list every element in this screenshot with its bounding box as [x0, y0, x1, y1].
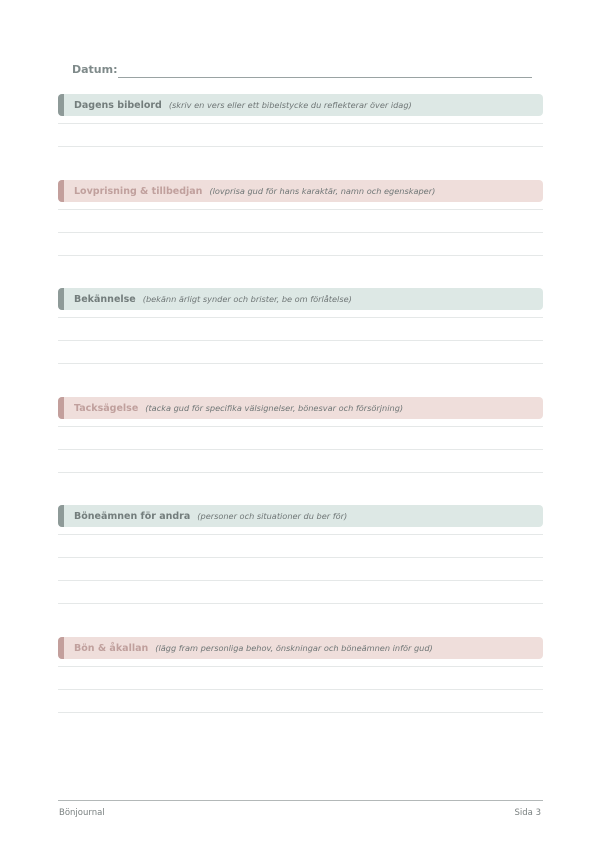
writing-line[interactable] — [58, 527, 543, 535]
section-header — [58, 288, 543, 310]
section-title: Bekännelse — [74, 293, 136, 305]
footer-journal-name: Bönjournal — [59, 808, 105, 818]
writing-line[interactable] — [58, 659, 543, 667]
writing-line[interactable] — [58, 667, 543, 690]
writing-line[interactable] — [58, 690, 543, 713]
date-row — [72, 62, 532, 80]
section-header — [58, 94, 543, 116]
writing-line[interactable] — [58, 318, 543, 341]
writing-line[interactable] — [58, 450, 543, 473]
section-title: Dagens bibelord — [74, 99, 162, 111]
section-bekannelse — [58, 288, 543, 364]
writing-line[interactable] — [58, 535, 543, 558]
section-header — [58, 397, 543, 419]
section-title: Lovprisning & tillbedjan — [74, 185, 203, 197]
date-field[interactable] — [118, 77, 532, 78]
section-lovprisning — [58, 180, 543, 256]
section-hint: (bekänn ärligt synder och brister, be om förlåtelse) — [142, 294, 352, 304]
section-boneamnen — [58, 505, 543, 604]
footer-divider — [58, 800, 543, 801]
writing-line[interactable] — [58, 310, 543, 318]
writing-line[interactable] — [58, 124, 543, 147]
section-hint: (lägg fram personliga behov, önskningar och böneämnen inför gud) — [155, 643, 433, 653]
section-header — [58, 180, 543, 202]
section-hint: (lovprisa gud för hans karaktär, namn och egenskaper) — [209, 186, 436, 196]
writing-line[interactable] — [58, 419, 543, 427]
writing-line[interactable] — [58, 210, 543, 233]
writing-line[interactable] — [58, 558, 543, 581]
writing-line[interactable] — [58, 202, 543, 210]
section-hint: (tacka gud för specifika välsignelser, bönesvar och försörjning) — [145, 403, 404, 413]
writing-line[interactable] — [58, 427, 543, 450]
section-title: Bön & åkallan — [74, 642, 149, 654]
section-title: Tacksägelse — [74, 402, 139, 414]
footer-page-number: Sida 3 — [514, 808, 541, 818]
writing-line[interactable] — [58, 581, 543, 604]
writing-line[interactable] — [58, 341, 543, 364]
section-title: Böneämnen för andra — [74, 510, 191, 522]
writing-line[interactable] — [58, 116, 543, 124]
section-hint: (skriv en vers eller ett bibelstycke du reflekterar över idag) — [168, 100, 412, 110]
date-label: Datum: — [72, 63, 118, 76]
section-tacksagelse — [58, 397, 543, 473]
section-dagens-bibelord — [58, 94, 543, 147]
writing-line[interactable] — [58, 233, 543, 256]
section-bon-akallan — [58, 637, 543, 713]
section-header — [58, 505, 543, 527]
section-hint: (personer och situationer du ber för) — [197, 511, 348, 521]
section-header — [58, 637, 543, 659]
